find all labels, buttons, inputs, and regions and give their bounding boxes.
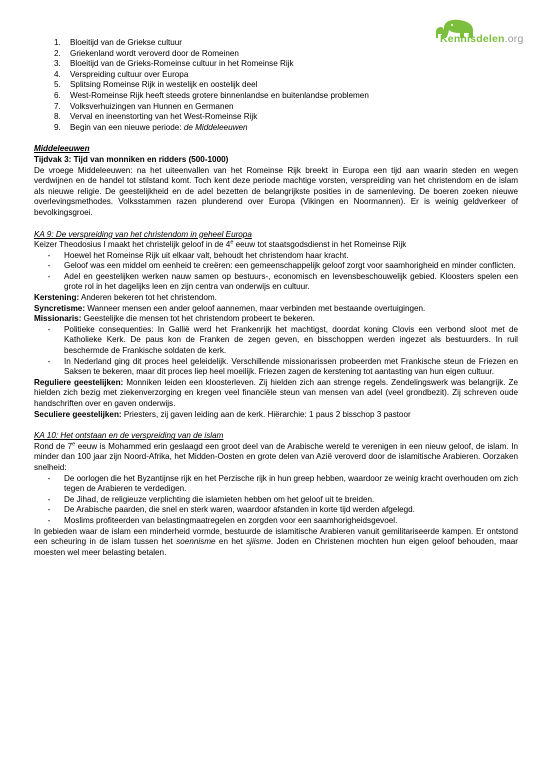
list-item: - De Arabische paarden, die snel en sterk waren, waardoor afstanden in korte tijd werden afgelegd. (47, 505, 415, 515)
list-item: - Geloof was een middel om eenheid te creëren: een gemeenschappelijk geloof zorgt voor saamhorigheid en minder conflicten. (47, 261, 516, 271)
list-item: 6. West-Romeinse Rijk heeft steeds grotere binnenlandse en buitenlandse problemen (54, 90, 369, 100)
definition-reguliere-geestelijken: Reguliere geestelijken: Monniken leiden een kloosterleven. Zij hielden zich aan strenge regels. Zendelingswerk was belangrijk. Ze hielden zich bezig met ziekenverzorging en kregen veel financiële steun van mensen van adel (veel grondbezit). Zij schreven oude handschriften over en gaven onderwijs. (34, 377, 518, 408)
list-item: - Adel en geestelijken werken nauw samen op bestuurs-, economisch en levensbeschouwelijk gebied. Kloosters spelen een grote rol in het dagelijks leen en zijn centra van onderwijs en cultuur. (47, 271, 518, 292)
list-item: 9. Begin van een nieuwe periode: de Middeleeuwen (54, 122, 248, 132)
list-item: 5. Splitsing Romeinse Rijk in westelijk en oostelijk deel (54, 80, 258, 90)
paragraph: Keizer Theodosius I maakt het christelijk geloof in de 4e eeuw tot staatsgodsdienst in het Romeinse Rijk (34, 239, 407, 250)
paragraph: Rond de 7e eeuw is Mohammed erin geslaagd een groot deel van de Arabische wereld te verenigen in een nieuw geloof, de islam. In minder dan 100 jaar zijn Noord-Afrika, het Midden-Oosten en grote delen van Azië veroverd door de islamitische Arabieren. Oorzaken snelheid: (34, 441, 519, 472)
paragraph: In gebieden waar de islam een minderheid vormde, bestuurde de islamitische Arabieren vanuit gemilitariseerde kampen. Er ontstond een scheuring in de islam tussen het soennisme en het sjiisme. Joden en Christenen mochten hun eigen geloof behouden, maar moesten wel meer belasting betalen. (34, 526, 518, 557)
bullet-list (34, 325, 518, 378)
list-item: - Hoewel het Romeinse Rijk uit elkaar valt, behoudt het christendom haar kracht. (47, 250, 349, 260)
bullet-list (34, 474, 518, 527)
summary-list (34, 38, 518, 133)
logo-wordmark: Kennisdelen.org (440, 33, 524, 45)
definition-kerstening: Kerstening: Anderen bekeren tot het christendom. (34, 293, 217, 303)
list-item: 1. Bloeitijd van de Griekse cultuur (54, 38, 183, 47)
list-item: - In Nederland ging dit proces heel geleidelijk. Verschillende missionarissen probeerden met Frankische steun de Friezen en Saksen te bekeren, maar dit proces liep heel moeilijk. Friezen zagen de kerstening tot aantasting van hun eigen cultuur. (47, 356, 518, 377)
document-content (34, 38, 518, 558)
section-ka9 (34, 230, 518, 421)
list-item: - Politieke consequenties: In Gallië werd het Frankenrijk het machtigst, doordat koning Clovis een verbond sloot met de Katholieke Kerk. De paus kon de Franken de zegen geven, en bisschoppen werden ingezet als bestuurders. In ruil beschermde de Frankische soldaten de kerk. (47, 324, 518, 356)
section-heading: KA 10: Het ontstaan en de verspreiding van de islam (34, 431, 224, 441)
paragraph: De vroege Middeleeuwen: na het uiteenvallen van het Romeinse Rijk breekt in Europa een tijd aan waarin steden en wegen verdwijnen en de handel tot stilstand komt. Toch kent deze periode machtige vorsten, verspreiding van het christendom en de islam als nieuwe religie. De geestelijkheid en de adel bezetten de belangrijkste posities in de samenleving. De boeren zoeken nieuwe overlevingsmethodes. Volksstammen razen plunderend over Europa (Vikingen en Noormannen). Er is weinig geldverkeer of bevolkingsgroei. (34, 165, 518, 217)
list-item: 7. Volksverhuizingen van Hunnen en Germanen (54, 101, 234, 111)
list-item: 3. Bloeitijd van de Grieks-Romeinse cultuur in het Romeinse Rijk (54, 59, 294, 69)
section-ka10 (34, 431, 518, 558)
list-item: 8. Verval en ineenstorting van het West-Romeinse Rijk (54, 112, 258, 122)
definition-seculiere-geestelijken: Seculiere geestelijken: Priesters, zij gaven leiding aan de kerk. Hiërarchie: 1 paus 2 bisschop 3 pastoor (34, 409, 411, 419)
list-item: - Moslims profiteerden van belastingmaatregelen en zorgden voor een saamhorigheidsgevoel. (47, 515, 398, 525)
section-middeleeuwen (34, 144, 518, 218)
section-heading: KA 9: De verspreiding van het christendom in geheel Europa (34, 229, 252, 239)
definition-syncretisme: Syncretisme: Wanneer mensen een ander geloof aannemen, maar verbinden met bestaande overtuigingen. (34, 303, 426, 313)
list-item: - De oorlogen die het Byzantijnse rijk en het Perzische rijk in hun greep hebben, waardoor ze weinig kracht overhouden om zich tegen de Arabieren te verdedigen. (47, 473, 518, 494)
list-item: 2. Griekenland wordt veroverd door de Romeinen (54, 48, 239, 58)
bullet-list (34, 251, 518, 293)
definition-missionaris: Missionaris: Geestelijke die mensen tot het christendom probeert te bekeren. (34, 314, 315, 324)
section-heading: Middeleeuwen (34, 144, 90, 154)
section-subheading: Tijdvak 3: Tijd van monniken en ridders (500-1000) (34, 154, 229, 164)
list-item: 4. Verspreiding cultuur over Europa (54, 69, 189, 79)
list-item: - De Jihad, de religieuze verplichting die islamieten hebben om het geloof uit te breiden. (47, 494, 375, 504)
